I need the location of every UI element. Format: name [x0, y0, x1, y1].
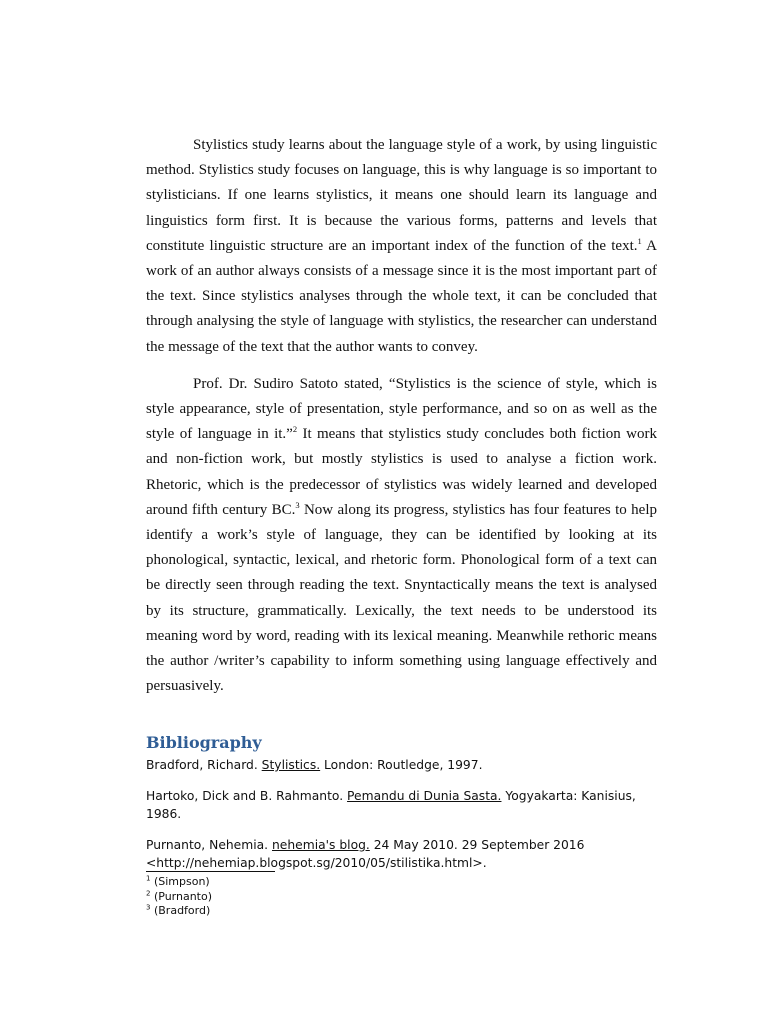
- footnote-number: 3: [146, 903, 151, 912]
- footnote-text: (Simpson): [150, 875, 210, 888]
- footnote-separator: [146, 871, 275, 872]
- footnote-text: (Bradford): [150, 904, 211, 918]
- footnote-ref-2[interactable]: 2: [292, 424, 298, 435]
- footnote-text: (Purnanto): [150, 889, 213, 903]
- footnote: [146, 904, 212, 919]
- bib-author: Purnanto, Nehemia.: [146, 838, 272, 852]
- body-paragraph-1: [146, 133, 657, 360]
- footnote-ref-3[interactable]: 3: [295, 499, 300, 510]
- bibliography-heading: Bibliography: [146, 733, 262, 752]
- footnotes: [146, 875, 212, 919]
- footnote: [146, 890, 212, 905]
- bibliography-entry: [146, 756, 657, 774]
- bib-publication: 24 May 2010. 29 September 2016 <http://nehemiap.blogspot.sg/2010/05/stilistika.html>.: [146, 838, 585, 870]
- document-page: [146, 133, 657, 918]
- bib-publication: London: Routledge, 1997.: [320, 758, 483, 772]
- bib-title[interactable]: Stylistics.: [261, 758, 321, 772]
- paragraph-1-text-a: Stylistics study learns about the language style of a work, by using linguistic method. Stylistics study focuses on language, this is why language is so important to stylisticians. If one learns stylistics, it means one should learn its language and linguistics form first. It is because the various forms, patterns and levels that constitute linguistic structure are an important index of the function of the text.: [146, 137, 657, 254]
- bib-author: Bradford, Richard.: [146, 758, 262, 772]
- footnote-ref-1[interactable]: 1: [637, 235, 642, 246]
- footnote-number: 1: [146, 874, 151, 883]
- body-paragraph-2: [146, 372, 657, 700]
- footnote: [146, 875, 212, 890]
- bib-author: Hartoko, Dick and B. Rahmanto.: [146, 789, 348, 803]
- paragraph-1-text-b: A work of an author always consists of a message since it is the most important part of the text. Since stylistics analyses through the whole text, it can be concluded that through analysing the style of language with stylistics, the researcher can understand the message of the text that the author wants to convey.: [146, 237, 657, 355]
- bibliography-list: [146, 756, 657, 885]
- bib-title[interactable]: Pemandu di Dunia Sasta.: [347, 789, 502, 803]
- bib-title[interactable]: nehemia's blog.: [272, 838, 370, 852]
- paragraph-2-text-a: Prof. Dr. Sudiro Satoto stated, “Stylistics is the science of style, which is style appearance, style of presentation, style performance, and so on as well as the style of language in it.”: [146, 375, 657, 443]
- bibliography-entry: [146, 787, 657, 823]
- footnote-number: 2: [146, 888, 151, 897]
- paragraph-2-text-c: Now along its progress, stylistics has four features to help identify a work’s style of language, they can be identified by looking at its phonological, syntactic, lexical, and rhetoric form. Phonological form of a text can be directly seen through reading the text. Snyntactically means the text is analysed by its structure, grammatically. Lexically, the text needs to be understood its meaning word by word, reading with its lexical meaning. Meanwhile rethoric means the author /writer’s capability to inform something using language effectively and persuasively.: [146, 501, 657, 695]
- bib-publication: Yogyakarta: Kanisius, 1986.: [146, 789, 636, 821]
- paragraph-2-text-b: It means that stylistics study concludes both fiction work and non-fiction work, but mostly stylistics is used to analyse a fiction work. Rhetoric, which is the predecessor of stylistics was widely learned and developed around fifth century BC.: [146, 426, 657, 518]
- bibliography-entry: [146, 836, 657, 872]
